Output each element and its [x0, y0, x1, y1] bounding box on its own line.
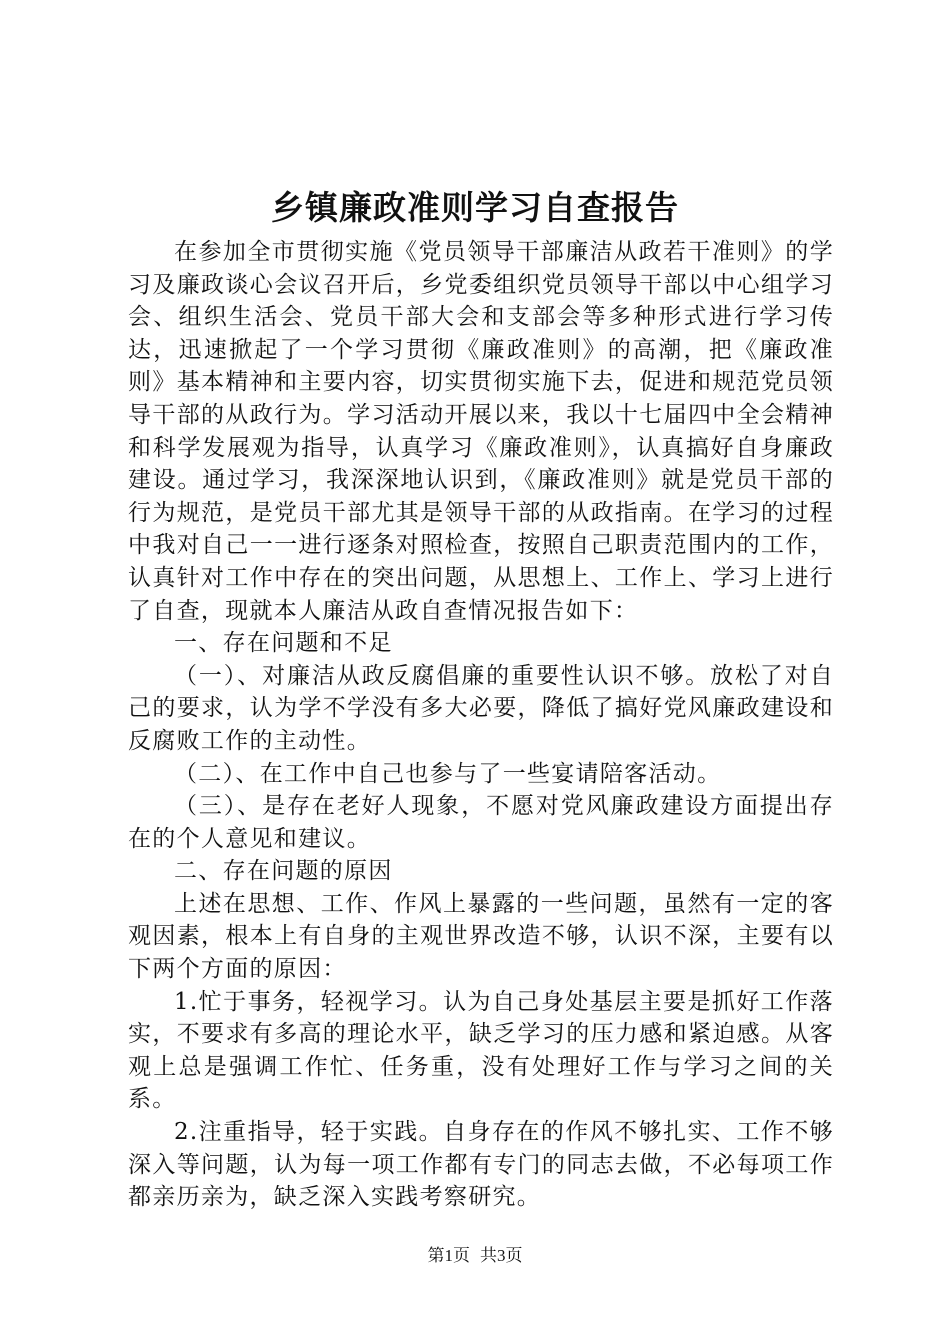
cause-item-2: 2.注重指导，轻于实践。自身存在的作风不够扎实、工作不够深入等问题，认为每一项工作都有专门的同志去做，不必每项工作都亲历亲为，缺乏深入实践考察研究。 [128, 1119, 834, 1211]
page-footer [0, 1244, 950, 1268]
section-heading-problems: 一、存在问题和不足 [174, 630, 393, 657]
problem-item-3: （三）、是存在老好人现象，不愿对党风廉政建设方面提出存在的个人意见和建议。 [128, 793, 834, 852]
intro-paragraph: 在参加全市贯彻实施《党员领导干部廉洁从政若干准则》的学习及廉政谈心会议召开后，乡党委组织党员领导干部以中心组学习会、组织生活会、党员干部大会和支部会等多种形式进行学习传达，迅速掀起了一个学习贯彻《廉政准则》的高潮，把《廉政准则》基本精神和主要内容，切实贯彻实施下去，促进和规范党员领导干部的从政行为。学习活动开展以来，我以十七届四中全会精神和科学发展观为指导，认真学习《廉政准则》，认真搞好自身廉政建设。通过学习，我深深地认识到，《廉政准则》就是党员干部的行为规范，是党员干部尤其是领导干部的从政指南。在学习的过程中我对自己一一进行逐条对照检查，按照自己职责范围内的工作，认真针对工作中存在的突出问题，从思想上、工作上、学习上进行了自查，现就本人廉洁从政自查情况报告如下： [128, 239, 834, 624]
page-number: 第1页 [427, 1246, 470, 1265]
document-title: 乡镇廉政准则学习自查报告 [271, 188, 679, 227]
problem-item-1: （一）、对廉洁从政反腐倡廉的重要性认识不够。放松了对自己的要求，认为学不学没有多大必要，降低了搞好党风廉政建设和反腐败工作的主动性。 [128, 662, 834, 754]
causes-intro-paragraph: 上述在思想、工作、作风上暴露的一些问题，虽然有一定的客观因素，根本上有自身的主观世界改造不够，认识不深，主要有以下两个方面的原因： [128, 890, 834, 983]
problem-item-2: （二）、在工作中自己也参与了一些宴请陪客活动。 [174, 760, 722, 787]
document-body [128, 236, 834, 1214]
section-heading-causes: 二、存在问题的原因 [174, 858, 393, 885]
page-total: 共3页 [480, 1246, 523, 1265]
cause-item-1: 1.忙于事务，轻视学习。认为自己身处基层主要是抓好工作落实，不要求有多高的理论水平，缺乏学习的压力感和紧迫感。从客观上总是强调工作忙、任务重，没有处理好工作与学习之间的关系。 [128, 988, 834, 1113]
